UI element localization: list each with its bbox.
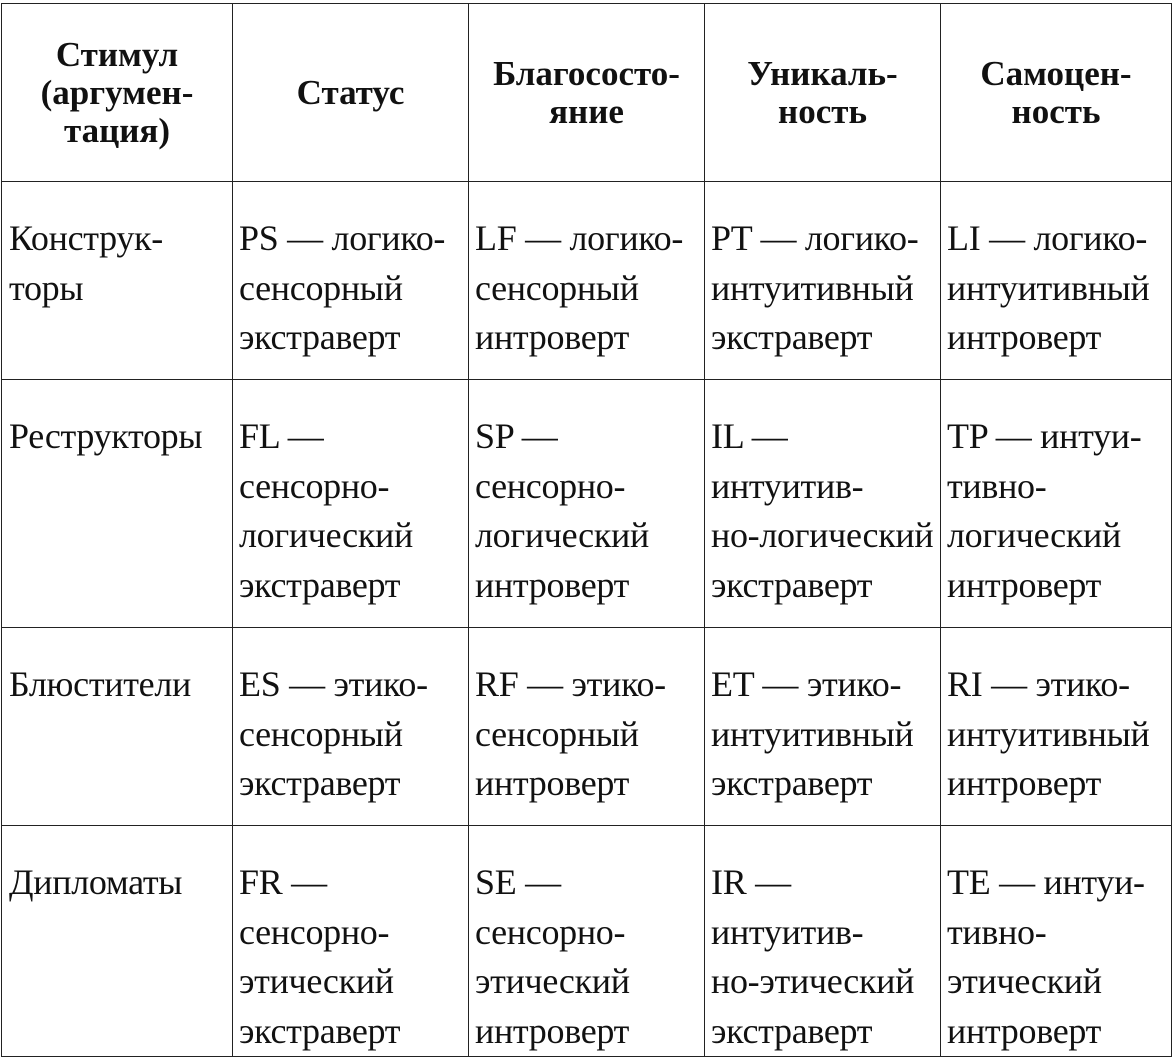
- header-wellbeing: Благососто- яние: [469, 4, 705, 182]
- table-row: [2, 380, 1172, 628]
- header-row: [2, 4, 1172, 182]
- table-row: [2, 182, 1172, 380]
- type-cell: TE — интуи- тивно- этический интроверт: [941, 826, 1172, 1057]
- type-cell: ES — этико- сенсорный экстраверт: [233, 628, 469, 826]
- header-status: Статус: [233, 4, 469, 182]
- header-self-worth: Самоцен- ность: [941, 4, 1172, 182]
- type-cell: FL — сенсорно- логический экстраверт: [233, 380, 469, 628]
- row-stimulus-cell: Блюстители: [2, 628, 233, 826]
- type-cell: IR — интуитив- но-этический экстраверт: [705, 826, 941, 1057]
- type-cell: FR — сенсорно- этический экстраверт: [233, 826, 469, 1057]
- typology-table: [1, 3, 1172, 1057]
- type-cell: TP — интуи- тивно- логический интроверт: [941, 380, 1172, 628]
- row-stimulus-cell: Дипломаты: [2, 826, 233, 1057]
- type-cell: SE — сенсорно- этический интроверт: [469, 826, 705, 1057]
- type-cell: ET — этико- интуитивный экстраверт: [705, 628, 941, 826]
- header-stimulus: Стимул (аргумен- тация): [2, 4, 233, 182]
- row-stimulus-cell: Реструкторы: [2, 380, 233, 628]
- type-cell: RF — этико- сенсорный интроверт: [469, 628, 705, 826]
- type-cell: LF — логико- сенсорный интроверт: [469, 182, 705, 380]
- header-uniqueness: Уникаль- ность: [705, 4, 941, 182]
- type-cell: RI — этико- интуитивный интроверт: [941, 628, 1172, 826]
- table-row: [2, 826, 1172, 1057]
- table-row: [2, 628, 1172, 826]
- row-stimulus-cell: Конструк- торы: [2, 182, 233, 380]
- type-cell: LI — логико- интуитивный интроверт: [941, 182, 1172, 380]
- type-cell: PS — логико- сенсорный экстраверт: [233, 182, 469, 380]
- type-cell: PT — логико- интуитивный экстраверт: [705, 182, 941, 380]
- type-cell: SP — сенсорно- логический интроверт: [469, 380, 705, 628]
- type-cell: IL — интуитив- но-логический экстраверт: [705, 380, 941, 628]
